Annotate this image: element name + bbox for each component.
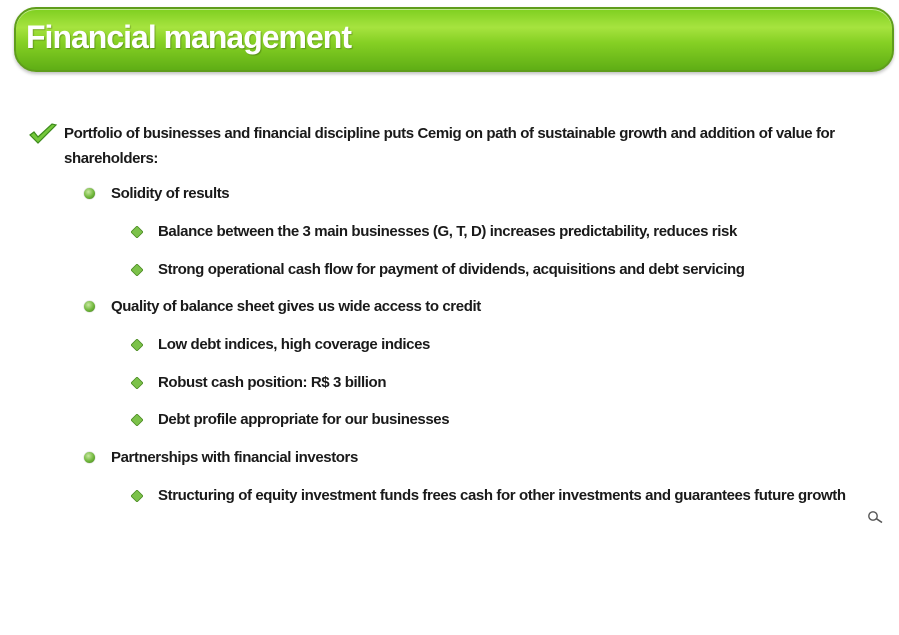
page-title: Financial management (26, 19, 351, 55)
green-diamond-icon (131, 414, 143, 426)
list-item: Strong operational cash flow for payment of dividends, acquisitions and debt servicing (158, 261, 745, 278)
green-dot-icon (84, 301, 95, 312)
green-diamond-icon (131, 339, 143, 351)
list-item: Balance between the 3 main businesses (G, T, D) increases predictability, reduces risk (158, 223, 737, 240)
green-diamond-icon (131, 264, 143, 276)
list-item: Structuring of equity investment funds frees cash for other investments and guarantees future growth (158, 487, 846, 504)
checkmark-icon (28, 122, 58, 146)
section-label: Solidity of results (111, 185, 230, 202)
green-diamond-icon (131, 490, 143, 502)
green-dot-icon (84, 452, 95, 463)
list-item: Debt profile appropriate for our businesses (158, 411, 450, 428)
green-diamond-icon (131, 226, 143, 238)
list-item: Robust cash position: R$ 3 billion (158, 374, 387, 391)
magnifier-icon[interactable] (867, 510, 885, 524)
list-item: Low debt indices, high coverage indices (158, 336, 430, 353)
section-label: Partnerships with financial investors (111, 449, 358, 466)
main-point: Portfolio of businesses and financial discipline puts Cemig on path of sustainable growth and addition of value for shareholders: (64, 125, 835, 167)
section-label: Quality of balance sheet gives us wide access to credit (111, 298, 481, 315)
green-diamond-icon (131, 377, 143, 389)
green-dot-icon (84, 188, 95, 199)
